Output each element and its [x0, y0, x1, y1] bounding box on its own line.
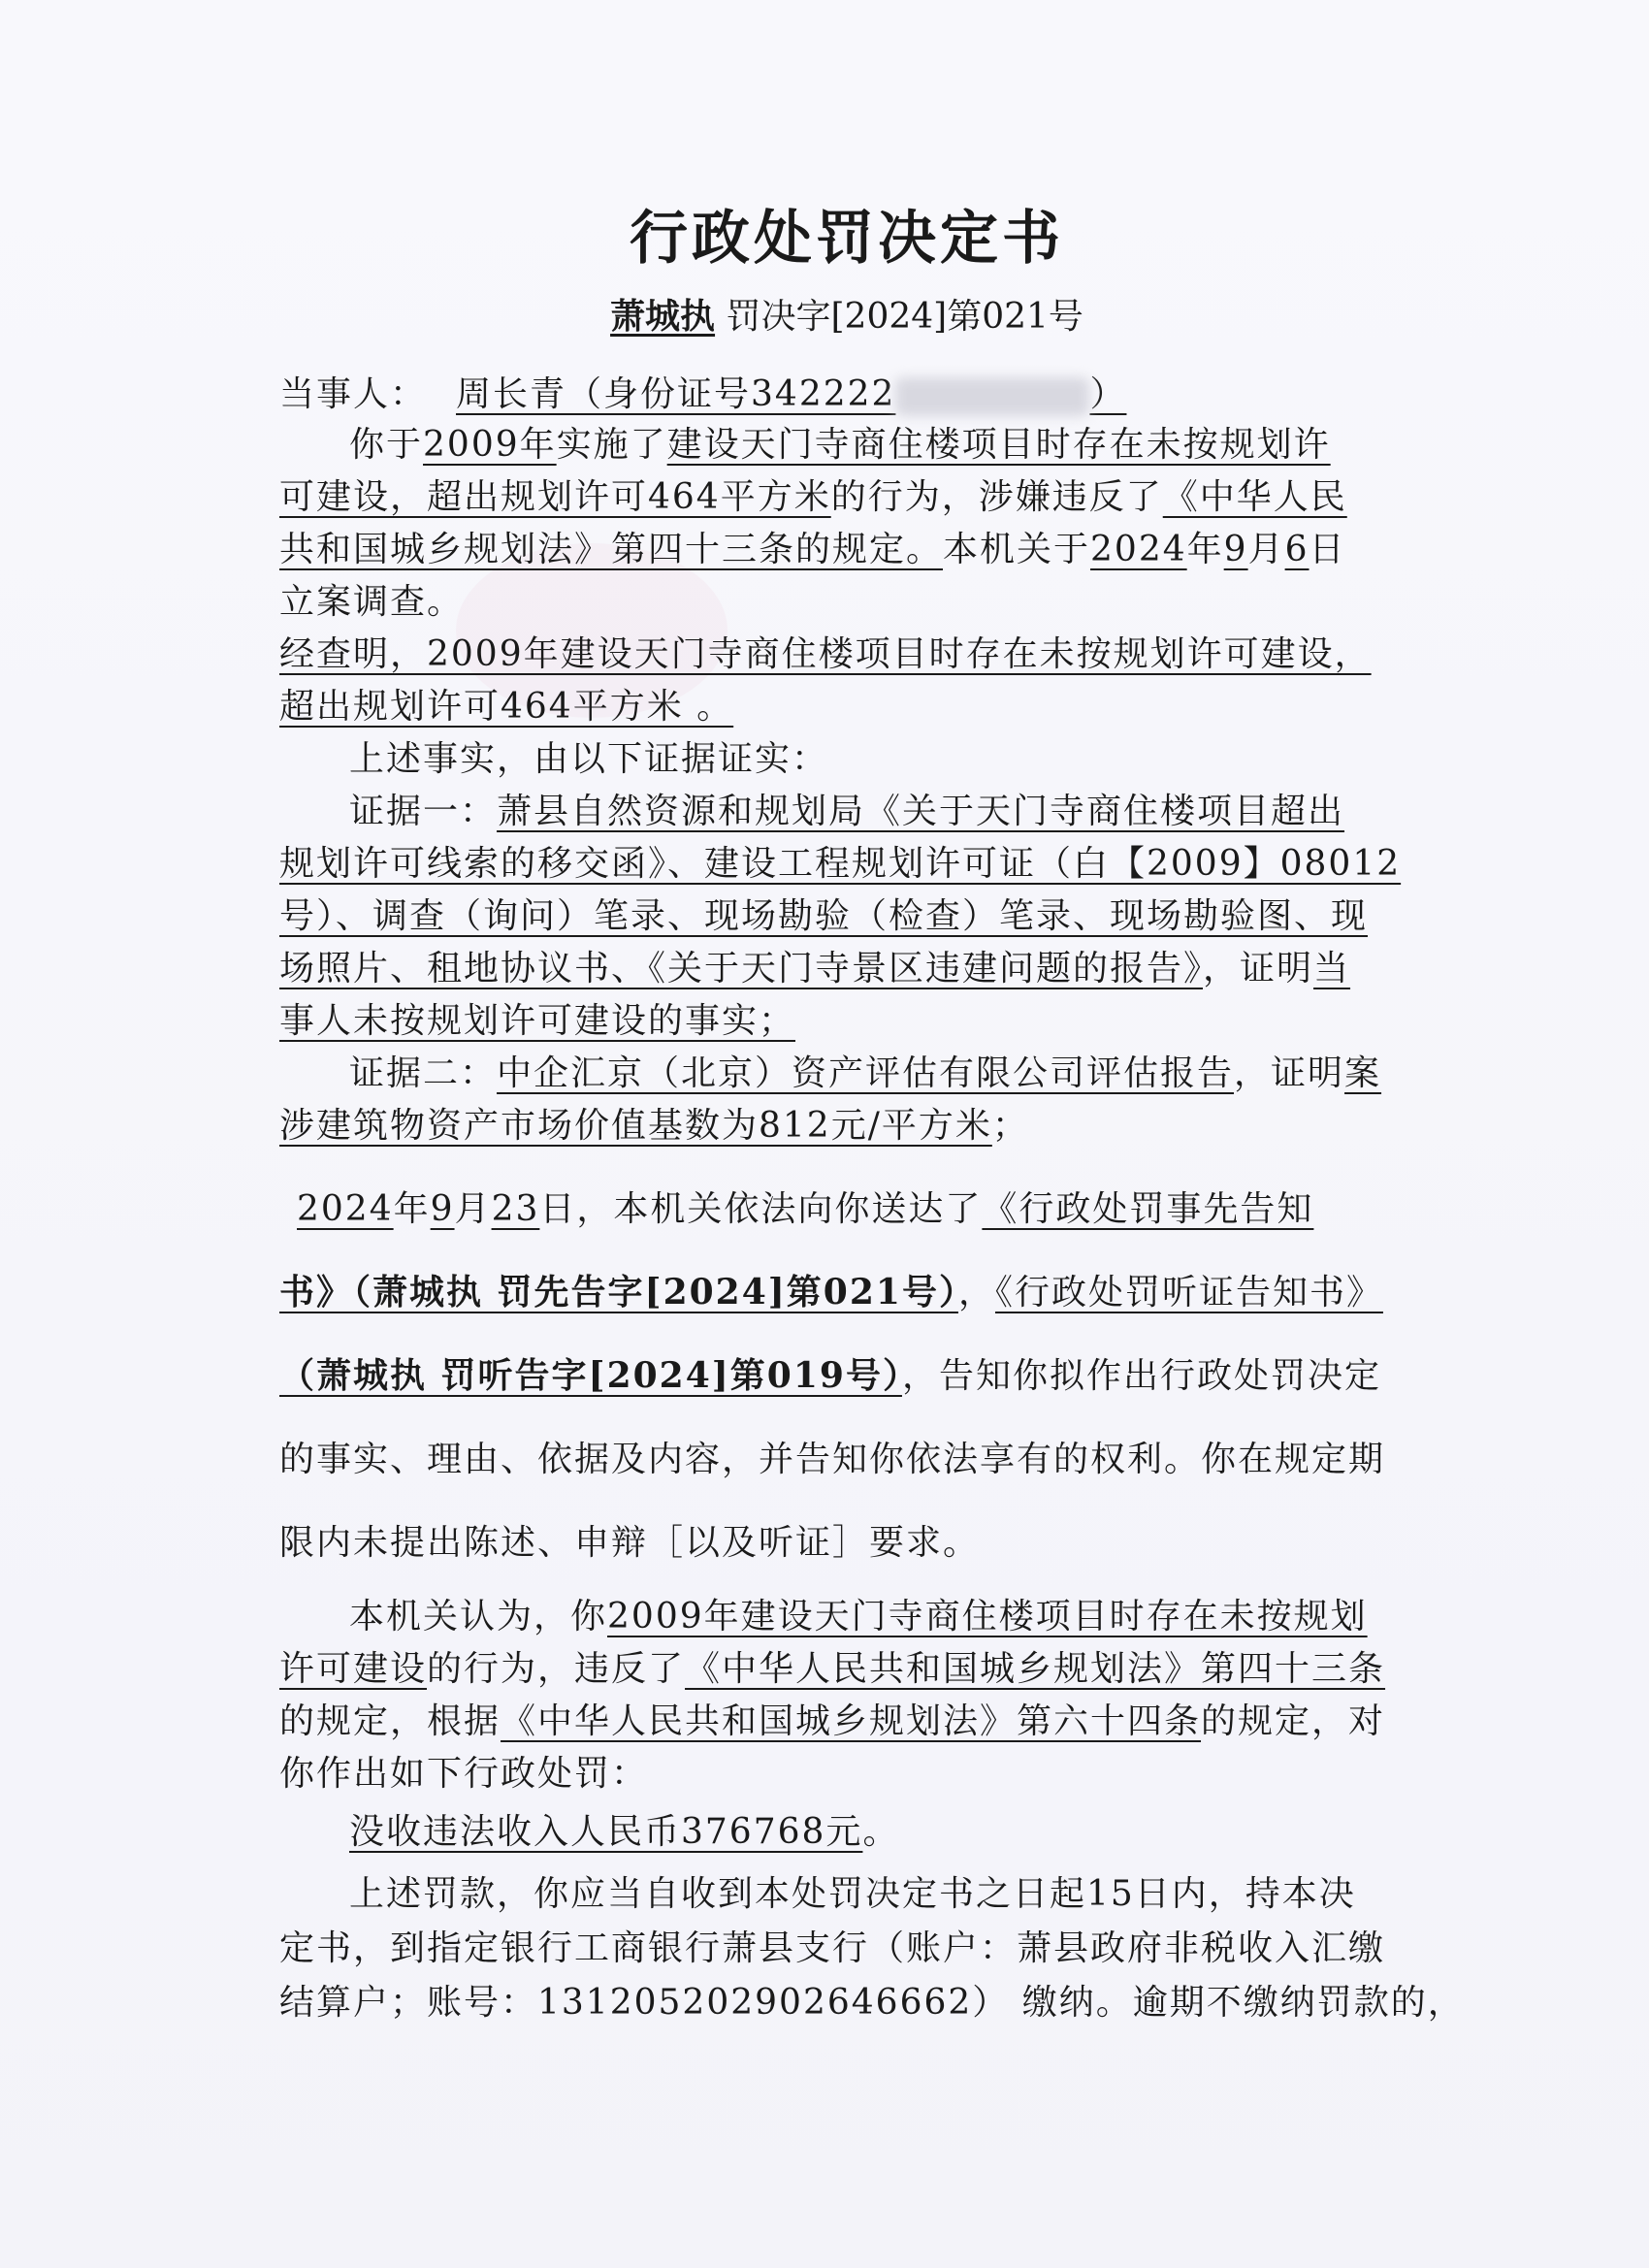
text-span: 建设天门寺商住楼项目时存在未按规划许 — [666, 425, 1331, 465]
body-line-7: 上述事实，由以下证据证实： — [349, 739, 829, 779]
text-span: 你于 — [349, 425, 424, 465]
text-span: 没收违法收入人民币376768元 — [349, 1812, 863, 1852]
text-span: 场照片、租地协议书、《关于天门寺景区违建问题的报告》 — [279, 949, 1204, 988]
text-span: ，证明 — [1234, 1053, 1345, 1093]
text-span: 年 — [1186, 530, 1224, 569]
party-line — [279, 367, 1126, 416]
evidence-2-line — [349, 1046, 1381, 1095]
notice-line-2 — [279, 1265, 1383, 1314]
text-span: 共和国城乡规划法》第四十三条的规定。 — [279, 530, 944, 569]
text-span: 年 — [393, 1189, 431, 1229]
document-title: 行政处罚决定书 — [630, 205, 1064, 273]
text-span: ） — [1089, 374, 1127, 414]
text-span: 超出规划许可464平方米 。 — [279, 687, 734, 727]
finding-line-2 — [279, 1641, 1385, 1691]
text-span: 2024 — [1090, 530, 1187, 569]
text-span: 第四十三条 — [1201, 1649, 1386, 1689]
text-span: 23 — [491, 1189, 540, 1229]
text-span: 罚决字[2024]第021号 — [715, 297, 1083, 337]
text-span: 2024 — [297, 1189, 394, 1229]
notice-line-5: 限内未提出陈述、申辩［以及听证］要求。 — [279, 1523, 981, 1563]
text-span: 月 — [454, 1189, 492, 1229]
text-span: 萧县自然资源和规划局《关于天门寺商住楼项目超出 — [497, 792, 1345, 831]
text-span: 的规定，根据 — [279, 1701, 501, 1741]
body-line-4: 立案调查。 — [279, 582, 465, 622]
text-span: ， — [957, 1273, 995, 1312]
text-span: 6 — [1284, 530, 1310, 569]
body-line-11 — [279, 941, 1350, 990]
text-span: 可建设，超出规划许可464平方米 — [279, 477, 831, 517]
finding-line-3 — [279, 1694, 1385, 1743]
text-span: 《行政处罚听证告知书》 — [994, 1273, 1383, 1312]
text-span: ； — [991, 1106, 1029, 1146]
body-line-14 — [279, 1098, 1029, 1148]
redacted-id — [895, 377, 1089, 416]
text-span: 2009年 — [423, 425, 557, 465]
text-span: 证据二： — [349, 1053, 498, 1093]
text-span: 的行为，违反了 — [427, 1649, 686, 1689]
body-line-2 — [279, 470, 1347, 519]
text-span: 日，本机关依法向你送达了 — [539, 1189, 983, 1229]
text-span: 案 — [1344, 1053, 1382, 1093]
text-span: （萧城执 罚听告字[2024]第019号） — [279, 1355, 902, 1396]
finding-line-4: 你作出如下行政处罚： — [279, 1754, 649, 1794]
text-span: 的规定，对 — [1201, 1701, 1386, 1741]
text-span: 许可建设 — [279, 1649, 428, 1689]
document-number: 萧城执 罚决字[2024]第021号 — [610, 296, 1083, 337]
text-span: 《中华人民共和国城乡规划法》 — [685, 1649, 1202, 1689]
body-line-10: 号）、调查（询问）笔录、现场勘验（检查）笔录、现场勘验图、现 — [279, 896, 1369, 936]
text-span: 中企汇京（北京）资产评估有限公司评估报告 — [497, 1053, 1235, 1093]
text-span: 9 — [430, 1189, 455, 1229]
text-span: ，告知你拟作出行政处罚决定 — [901, 1356, 1381, 1396]
finding-line-1 — [349, 1589, 1368, 1638]
text-span: 日 — [1309, 530, 1346, 569]
notice-line-1 — [297, 1182, 1313, 1231]
payment-line-3: 结算户；账号：131205202902646662） 缴纳。逾期不缴纳罚款的， — [279, 1983, 1465, 2023]
text-span: 月 — [1247, 530, 1285, 569]
notice-line-4: 的事实、理由、依据及内容，并告知你依法享有的权利。你在规定期 — [279, 1440, 1386, 1479]
body-line-1 — [349, 417, 1331, 467]
body-line-5: 经查明，2009年建设天门寺商住楼项目时存在未按规划许可建设， — [279, 634, 1372, 674]
text-span: 本机关于 — [943, 530, 1091, 569]
text-span: 涉建筑物资产市场价值基数为812元/平方米 — [279, 1106, 992, 1146]
text-span: 实施了 — [556, 425, 667, 465]
text-span: 《中华人民 — [1162, 477, 1347, 517]
text-span: 当事人： — [279, 374, 428, 414]
text-span: ，证明 — [1203, 949, 1314, 988]
evidence-1-line — [349, 784, 1344, 833]
body-line-9: 规划许可线索的移交函》、建设工程规划许可证（白【2009】08012 — [279, 844, 1402, 884]
text-span: 的行为，涉嫌违反了 — [830, 477, 1163, 517]
notice-line-3 — [279, 1348, 1381, 1398]
text-span: 。 — [862, 1812, 900, 1852]
body-line-12: 事人未按规划许可建设的事实； — [279, 1001, 796, 1041]
party-name — [427, 374, 1126, 414]
penalty-line — [349, 1804, 899, 1854]
text-span: 《行政处罚事先告知 — [982, 1189, 1314, 1229]
text-span: 9 — [1223, 530, 1248, 569]
body-line-6 — [279, 679, 1414, 729]
text-span: 周长青（身份证号342222 — [456, 374, 896, 414]
payment-line-2: 定书，到指定银行工商银行萧县支行（账户：萧县政府非税收入汇缴 — [279, 1928, 1386, 1968]
text-span: 本机关认为，你 — [349, 1597, 608, 1636]
text-span: 证据一： — [349, 792, 498, 831]
body-line-3 — [279, 522, 1346, 571]
payment-line-1: 上述罚款，你应当自收到本处罚决定书之日起15日内，持本决 — [349, 1874, 1356, 1914]
text-span: 2009年建设天门寺商住楼项目时存在未按规划 — [607, 1597, 1368, 1636]
text-span: 当 — [1313, 949, 1351, 988]
text-span: 《中华人民共和国城乡规划法》第六十四条 — [501, 1701, 1202, 1741]
text-span: 书》（萧城执 罚先告字[2024]第021号） — [279, 1272, 958, 1312]
